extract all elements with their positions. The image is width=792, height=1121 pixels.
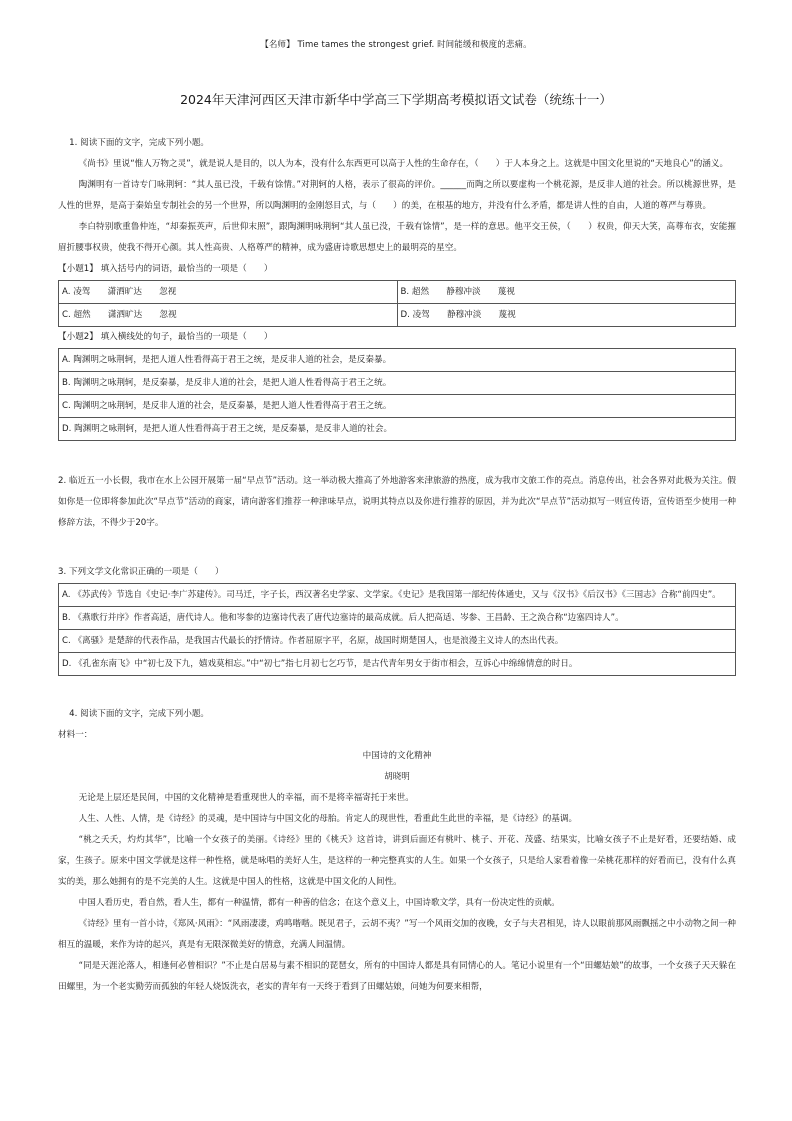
option-b[interactable]: B. 陶渊明之咏荆轲，是反秦暴，是反非人道的社会，是把人道人性看得高于君王之统。 (59, 372, 736, 395)
option-a[interactable]: A. 凌驾 潇洒旷达 忽视 (59, 281, 398, 304)
q1-subquestion-2: 【小题2】 填入横线处的句子，最恰当的一项是（ ） (58, 332, 273, 342)
q1-sub1-options (58, 280, 736, 327)
q1-paragraph: 李白特别歌重鲁仲连，“却秦振英声，后世仰末照”，跟陶渊明咏荆轲“其人虽已没，千载有馀情”，是一样的意思。他平交王侯，（ ）权贵，仰天大笑，高尊布衣，安能摧眉折腰事权贵，使我不得开心颜。其人性高贵、人格尊严的精神，成为盛唐诗歌思想史上的最明亮的星空。 (58, 222, 736, 253)
question-4-head: 4. 阅读下面的文字，完成下列小题。 (69, 709, 210, 719)
q1-subquestion-1: 【小题1】 填入括号内的词语，最恰当的一项是（ ） (58, 264, 273, 274)
option-d[interactable]: D. 陶渊明之咏荆轲，是把人道人性看得高于君王之统，是反秦暴，是反非人道的社会。 (59, 418, 736, 441)
q4-paragraph: “同是天涯沦落人，相逢何必曾相识？”不止是白居易与素不相识的琵琶女，所有的中国诗人都是具有同情心的人。笔记小说里有一个“田螺姑娘”的故事，一个女孩子天天躲在田螺里，为一个老实勤劳而孤独的年轻人烧饭洗衣，老实的青年有一天终于看到了田螺姑娘，问她为何要来相帮， (58, 961, 736, 992)
exam-motto: 【名师】 Time tames the strongest grief. 时间能缓和极度的悲痛。 (260, 40, 532, 50)
option-a[interactable]: A. 《苏武传》节选自《史记·李广苏建传》。司马迁，字子长，西汉著名史学家、文学家。《史记》是我国第一部纪传体通史，又与《汉书》《后汉书》《三国志》合称“前四史”。 (59, 584, 736, 607)
q4-material-label: 材料一： (58, 730, 93, 740)
q1-paragraph: 《尚书》里说“惟人万物之灵”，就是说人是目的，以人为本，没有什么东西更可以高于人性的生命存在，（ ）于人本身之上。这就是中国文化里说的“天地良心”的涵义。 (78, 159, 729, 169)
option-c[interactable]: C. 《离骚》是楚辞的代表作品，是我国古代最长的抒情诗。作者屈原字平，名原，战国时期楚国人，也是浪漫主义诗人的杰出代表。 (59, 630, 736, 653)
q3-options (58, 583, 736, 676)
q4-paragraph: 人生、人性、人情，是《诗经》的灵魂，是中国诗与中国文化的母胎。肯定人的现世性，看重此生此世的幸福，是《诗经》的基调。 (78, 814, 578, 824)
option-c[interactable]: C. 陶渊明之咏荆轲，是反非人道的社会，是反秦暴，是把人道人性看得高于君王之统。 (59, 395, 736, 418)
option-c[interactable]: C. 超然 潇洒旷达 忽视 (59, 304, 398, 327)
q4-paragraph: 《诗经》里有一首小诗，《郑风·风雨》：“风雨凄凄，鸡鸣喈喈。既见君子，云胡不夷？”写一个风雨交加的夜晚，女子与夫君相见，诗人以眼前那风雨飘摇之中小动物之间一种相互的温暖，来作为诗的起兴，真是有无限深微美好的情意，充满人间温情。 (58, 919, 736, 950)
q1-paragraph: 陶渊明有一首诗专门咏荆轲：“其人虽已没，千载有馀情。”对荆轲的人格，表示了很高的评价。______而陶之所以要虚构一个桃花源，是反非人道的社会。所以桃源世界，是人性的世界，是高于秦始皇专制社会的另一个世界，所以陶渊明的金刚怒目式，与（ ）的美，在根基的地方，并没有什么矛盾，都是讲人性的自由，人道的尊严与尊贵。 (58, 180, 736, 211)
question-2: 2. 临近五一小长假，我市在水上公园开展第一届“早点节”活动。这一举动极大推高了外地游客来津旅游的热度，成为我市文旅工作的亮点。消息传出，社会各界对此极为关注。假如你是一位即将参加此次“早点节”活动的商家，请向游客们推荐一种津味早点，说明其特点以及你进行推荐的原因，并为此次“早点节”活动拟写一则宣传语，宣传语至少使用一种修辞方法，不得少于20字。 (58, 476, 736, 528)
page-title: 2024年天津河西区天津市新华中学高三下学期高考模拟语文试卷（统练十一） (180, 92, 612, 107)
option-d[interactable]: D. 凌驾 静穆冲淡 蔑视 (397, 304, 736, 327)
exam-content (58, 133, 736, 998)
option-d[interactable]: D. 《孔雀东南飞》中“初七及下九，嬉戏莫相忘。”中“初七”指七月初七乞巧节，是古代青年男女于街市相会，互诉心中绵绵情意的时日。 (59, 653, 736, 676)
q4-paragraph: “桃之夭夭，灼灼其华”，比喻一个女孩子的美丽。《诗经》里的《桃夭》这首诗，讲到后面还有桃叶、桃子、开花、茂盛、结果实，比喻女孩子不止是好看，还要结婚、成家，生孩子。原来中国文学就是这样一种性格，就是咏唱的美好人生，是这样的一种完整真实的人生。如果一个女孩子，只是给人家看着像一朵桃花那样的好看而已，没有什么真实的美，那么她拥有的是不完美的人生。这就是中国人的性格，这就是中国文化的人间性。 (58, 835, 736, 887)
article-title: 中国诗的文化精神 (362, 751, 432, 761)
option-b[interactable]: B. 《燕歌行并序》作者高适，唐代诗人。他和岑参的边塞诗代表了唐代边塞诗的最高成就。后人把高适、岑参、王昌龄、王之涣合称“边塞四诗人”。 (59, 607, 736, 630)
article-author: 胡晓明 (384, 772, 410, 782)
option-a[interactable]: A. 陶渊明之咏荆轲，是把人道人性看得高于君王之统，是反非人道的社会，是反秦暴。 (59, 349, 736, 372)
q1-sub2-options (58, 348, 736, 441)
question-3-head: 3. 下列文学文化常识正确的一项是（ ） (58, 567, 224, 577)
q4-paragraph: 中国人看历史，看自然，看人生，都有一种温情，都有一种善的信念；在这个意义上，中国诗歌文学，具有一份决定性的贡献。 (78, 898, 560, 908)
option-b[interactable]: B. 超然 静穆冲淡 蔑视 (397, 281, 736, 304)
q4-paragraph: 无论是上层还是民间，中国的文化精神是看重现世人的幸福，而不是将幸福寄托于来世。 (78, 793, 414, 803)
question-1-head: 1. 阅读下面的文字，完成下列小题。 (69, 138, 210, 148)
